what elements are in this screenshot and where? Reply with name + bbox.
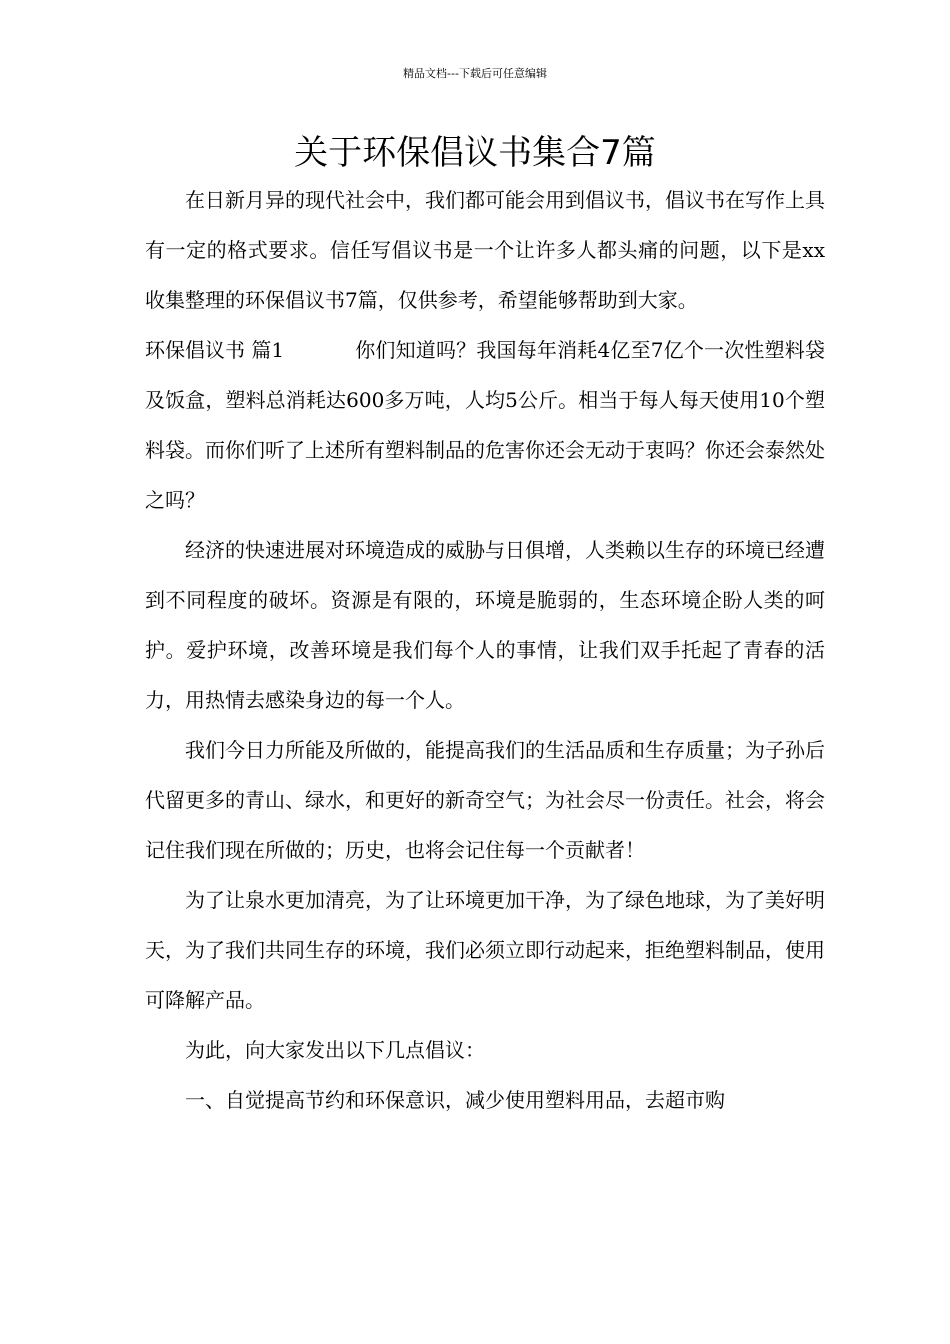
header-note: 精品文档---下载后可任意编辑	[403, 67, 547, 80]
intro-paragraph: 在日新月异的现代社会中，我们都可能会用到倡议书，倡议书在写作上具有一定的格式要求。信任写倡议书是一个让许多人都头痛的问题，以下是xx收集整理的环保倡议书7篇，仅供参考，希望能够帮助到大家。	[145, 188, 825, 312]
section-first-text: 你们知道吗？我国每年消耗4亿至7亿个一次性塑料袋及饭盒，塑料总消耗达600多万吨，人均5公斤。相当于每人每天使用10个塑料袋。而你们听了上述所有塑料制品的危害你还会无动于衷吗？你还会泰然处之吗？	[145, 338, 825, 512]
body-paragraph: 我们今日力所能及所做的，能提高我们的生活品质和生存质量；为子孙后代留更多的青山、绿水，和更好的新奇空气；为社会尽一份责任。社会，将会记住我们现在所做的；历史，也将会记住每一个贡献者！	[145, 738, 825, 862]
body-paragraph: 为此，向大家发出以下几点倡议：	[185, 1038, 485, 1062]
section-label: 环保倡议书 篇1	[145, 338, 285, 362]
document-body	[145, 175, 825, 1125]
body-paragraph: 一、自觉提高节约和环保意识，减少使用塑料用品，去超市购	[185, 1088, 725, 1112]
document-title: 关于环保倡议书集合7篇	[294, 133, 656, 173]
body-paragraph: 经济的快速进展对环境造成的威胁与日俱增，人类赖以生存的环境已经遭到不同程度的破坏。资源是有限的，环境是脆弱的，生态环境企盼人类的呵护。爱护环境，改善环境是我们每个人的事情，让我们双手托起了青春的活力，用热情去感染身边的每一个人。	[145, 538, 825, 712]
body-paragraph: 为了让泉水更加清亮，为了让环境更加干净，为了绿色地球，为了美好明天，为了我们共同生存的环境，我们必须立即行动起来，拒绝塑料制品，使用可降解产品。	[145, 888, 825, 1012]
section-paragraph	[145, 325, 825, 525]
